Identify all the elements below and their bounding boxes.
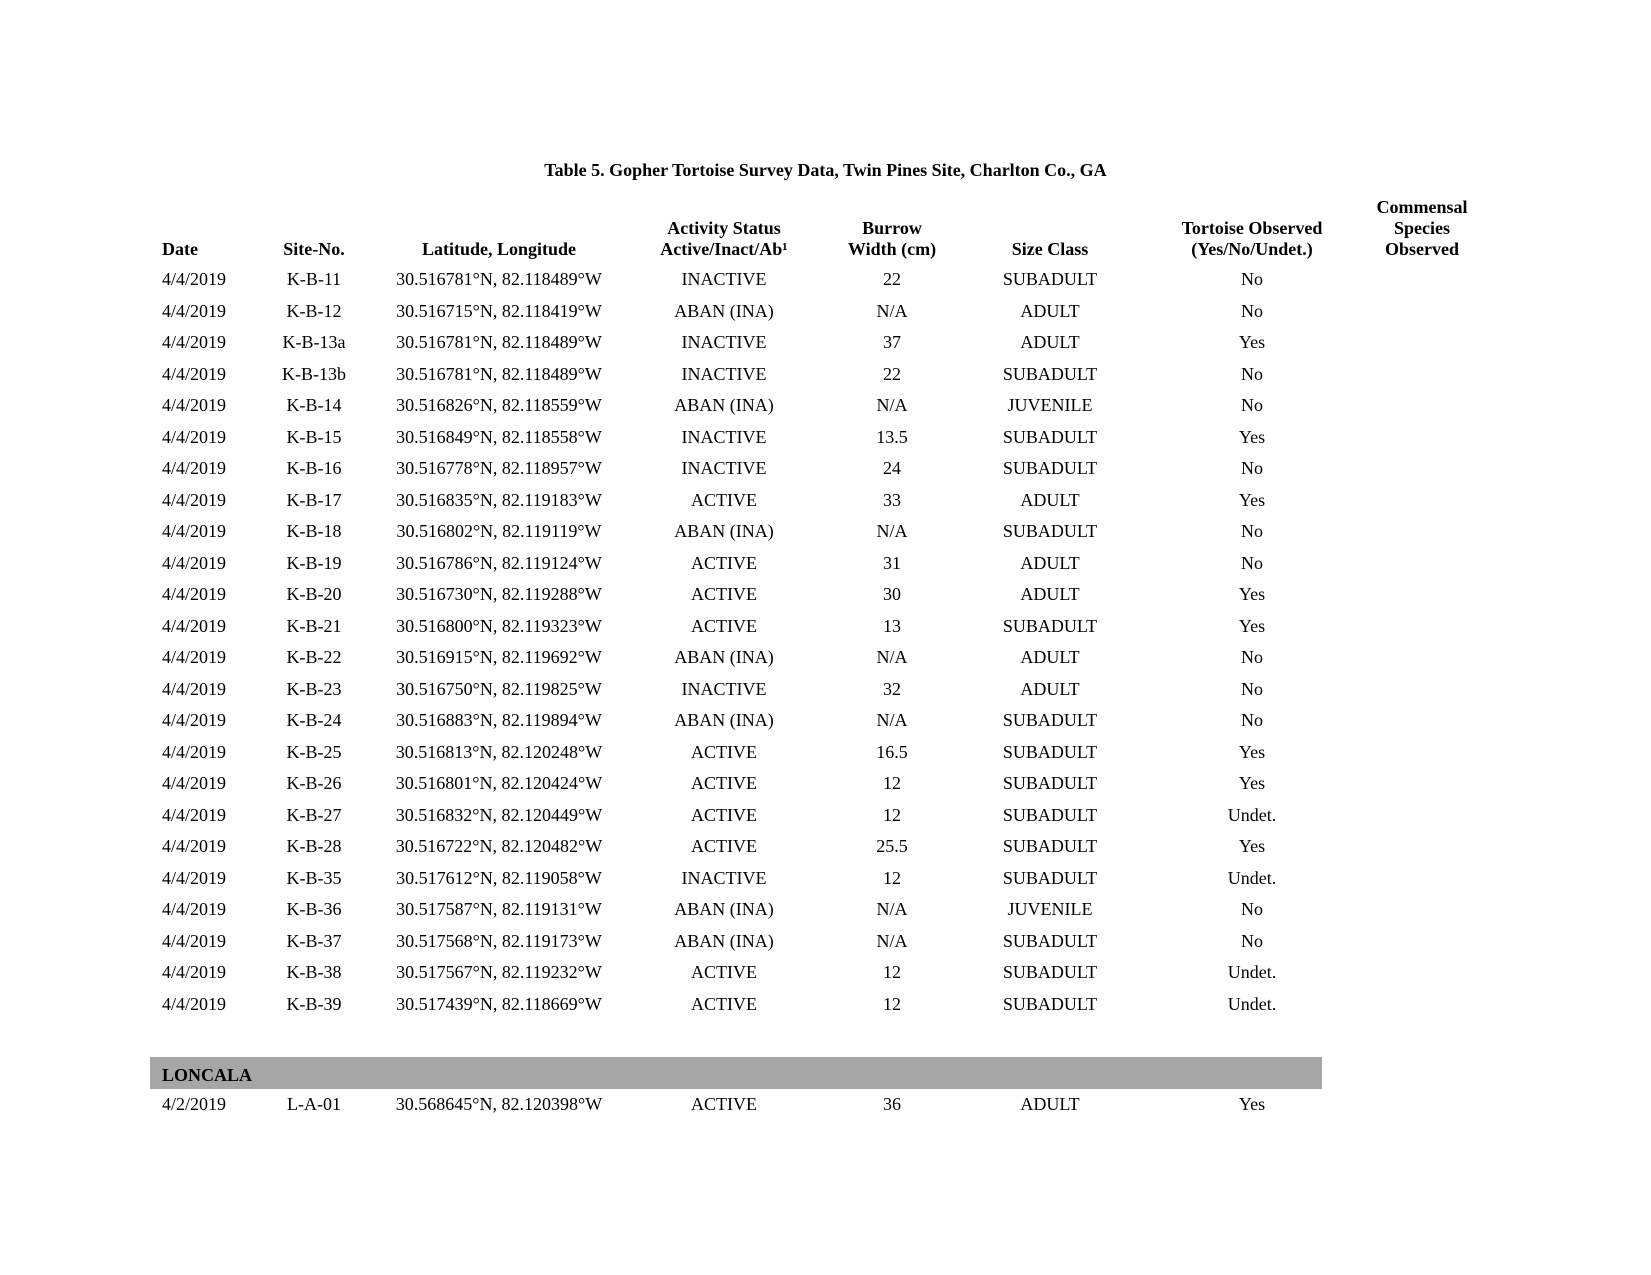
activity-status-cell: ACTIVE (691, 552, 757, 573)
size-class-cell: SUBADULT (1002, 458, 1098, 478)
site-no-cell: K-B-27 (286, 804, 342, 825)
section-label: LONCALA (162, 1065, 253, 1085)
tortoise-observed-cell: Yes (1238, 332, 1266, 352)
size-class-cell: ADULT (1020, 332, 1080, 352)
table-row (152, 800, 1452, 832)
lat-long-cell: 30.516730°N, 82.119288°W (396, 584, 602, 604)
burrow-width-cell: N/A (876, 899, 908, 919)
table-row (152, 737, 1452, 769)
burrow-width-cell: 12 (883, 867, 901, 888)
table-header (152, 192, 1468, 264)
burrow-width-cell: 22 (883, 269, 901, 289)
activity-status-cell: INACTIVE (681, 458, 767, 478)
tortoise-observed-cell: Yes (1238, 773, 1266, 793)
activity-status-cell: ABAN (INA) (674, 930, 774, 951)
lat-long-cell: 30.568645°N, 82.120398°W (395, 1094, 603, 1114)
date-cell: 4/4/2019 (162, 899, 227, 919)
table-row (152, 926, 1452, 958)
site-no-cell: K-B-38 (286, 962, 342, 982)
size-class-cell: SUBADULT (1002, 710, 1098, 730)
date-cell: 4/4/2019 (162, 395, 227, 415)
date-cell: 4/4/2019 (162, 804, 227, 825)
date-cell: 4/4/2019 (162, 332, 227, 352)
size-class-cell: SUBADULT (1002, 363, 1098, 384)
date-cell: 4/4/2019 (162, 993, 227, 1014)
activity-status-cell: ACTIVE (691, 741, 757, 762)
table-row (152, 642, 1452, 674)
table-row (152, 611, 1452, 643)
header-commensal-species: Commensal Species Observed (1376, 197, 1468, 259)
date-cell: 4/4/2019 (162, 584, 227, 604)
lat-long-cell: 30.516800°N, 82.119323°W (396, 615, 602, 636)
activity-status-cell: ACTIVE (691, 804, 757, 825)
size-class-cell: ADULT (1020, 552, 1080, 573)
section-band (150, 1057, 1322, 1089)
site-no-cell: K-B-12 (286, 300, 342, 321)
site-no-cell: K-B-22 (286, 647, 342, 667)
header-date: Date (162, 239, 198, 259)
date-cell: 4/4/2019 (162, 678, 227, 699)
size-class-cell: SUBADULT (1002, 615, 1098, 636)
burrow-width-cell: 24 (883, 458, 901, 478)
size-class-cell: SUBADULT (1002, 993, 1098, 1014)
activity-status-cell: ACTIVE (691, 993, 757, 1014)
lat-long-cell: 30.516826°N, 82.118559°W (396, 395, 602, 415)
burrow-width-cell: 25.5 (876, 836, 908, 856)
burrow-width-cell: N/A (876, 521, 908, 541)
tortoise-observed-cell: No (1241, 710, 1263, 730)
tortoise-observed-cell: No (1241, 395, 1263, 415)
date-cell: 4/4/2019 (162, 458, 227, 478)
size-class-cell: SUBADULT (1002, 426, 1098, 447)
date-cell: 4/4/2019 (162, 710, 227, 730)
date-cell: 4/4/2019 (162, 426, 227, 447)
site-no-cell: K-B-21 (286, 615, 342, 636)
header-size-class: Size Class (1011, 239, 1089, 259)
site-no-cell: K-B-25 (286, 741, 342, 762)
burrow-width-cell: N/A (876, 300, 908, 321)
tortoise-observed-cell: No (1241, 678, 1263, 699)
activity-status-cell: INACTIVE (681, 867, 767, 888)
date-cell: 4/4/2019 (162, 741, 227, 762)
date-cell: 4/4/2019 (162, 521, 227, 541)
activity-status-cell: ABAN (INA) (674, 899, 774, 919)
activity-status-cell: INACTIVE (681, 363, 767, 384)
burrow-width-cell: N/A (876, 710, 908, 730)
size-class-cell: ADULT (1020, 647, 1080, 667)
burrow-width-cell: 36 (883, 1094, 901, 1114)
activity-status-cell: ACTIVE (691, 489, 757, 510)
tortoise-observed-cell: No (1241, 269, 1263, 289)
lat-long-cell: 30.517567°N, 82.119232°W (396, 962, 602, 982)
burrow-width-cell: 37 (883, 332, 901, 352)
burrow-width-cell: 31 (883, 552, 901, 573)
size-class-cell: SUBADULT (1002, 521, 1098, 541)
table-row (152, 327, 1452, 359)
table-row (152, 831, 1452, 863)
lat-long-cell: 30.516778°N, 82.118957°W (396, 458, 602, 478)
lat-long-cell: 30.516849°N, 82.118558°W (396, 426, 602, 447)
lat-long-cell: 30.517587°N, 82.119131°W (396, 899, 602, 919)
lat-long-cell: 30.516722°N, 82.120482°W (395, 836, 603, 856)
table-row (152, 989, 1452, 1021)
date-cell: 4/4/2019 (162, 962, 227, 982)
table-row (152, 894, 1452, 926)
site-no-cell: K-B-36 (286, 899, 342, 919)
table-row (152, 296, 1452, 328)
header-tortoise-observed: Tortoise Observed (Yes/No/Undet.) (1181, 218, 1323, 259)
date-cell: 4/4/2019 (162, 269, 227, 289)
tortoise-observed-cell: Yes (1238, 615, 1266, 636)
spacer (152, 1020, 1452, 1057)
survey-table (152, 192, 1468, 1121)
date-cell: 4/4/2019 (162, 363, 227, 384)
tortoise-observed-cell: Undet. (1227, 993, 1277, 1014)
size-class-cell: SUBADULT (1002, 930, 1098, 951)
date-cell: 4/4/2019 (162, 867, 227, 888)
header-lat-long: Latitude, Longitude (421, 239, 577, 259)
tortoise-observed-cell: Yes (1238, 741, 1266, 762)
tortoise-observed-cell: Yes (1238, 426, 1266, 447)
date-cell: 4/4/2019 (162, 836, 227, 856)
tortoise-observed-cell: No (1241, 300, 1263, 321)
header-activity-status: Activity Status Active/Inact/Ab¹ (660, 218, 788, 259)
site-no-cell: K-B-16 (286, 458, 342, 478)
tortoise-observed-cell: Undet. (1227, 867, 1277, 888)
activity-status-cell: ABAN (INA) (674, 300, 774, 321)
table-row (152, 768, 1452, 800)
size-class-cell: SUBADULT (1002, 741, 1098, 762)
table-row (152, 957, 1452, 989)
tortoise-observed-cell: No (1241, 458, 1263, 478)
table-row (152, 485, 1452, 517)
size-class-cell: SUBADULT (1002, 804, 1098, 825)
table-row (152, 579, 1452, 611)
activity-status-cell: ABAN (INA) (674, 647, 774, 667)
site-no-cell: K-B-13b (282, 363, 346, 384)
lat-long-cell: 30.516802°N, 82.119119°W (396, 521, 602, 541)
size-class-cell: JUVENILE (1007, 395, 1093, 415)
activity-status-cell: ACTIVE (691, 962, 757, 982)
size-class-cell: ADULT (1020, 489, 1080, 510)
site-no-cell: K-B-20 (286, 584, 342, 604)
lat-long-cell: 30.516781°N, 82.118489°W (396, 269, 602, 289)
activity-status-cell: ACTIVE (691, 1094, 757, 1114)
burrow-width-cell: 30 (883, 584, 901, 604)
date-cell: 4/4/2019 (162, 489, 227, 510)
site-no-cell: K-B-28 (286, 836, 342, 856)
lat-long-cell: 30.516786°N, 82.119124°W (396, 552, 602, 573)
site-no-cell: K-B-37 (286, 930, 342, 951)
lat-long-cell: 30.516915°N, 82.119692°W (396, 647, 602, 667)
table-row (152, 422, 1452, 454)
table-row (152, 390, 1452, 422)
site-no-cell: K-B-15 (286, 426, 342, 447)
tortoise-observed-cell: No (1241, 647, 1263, 667)
lat-long-cell: 30.516750°N, 82.119825°W (396, 678, 602, 699)
site-no-cell: L-A-01 (287, 1094, 341, 1114)
activity-status-cell: ACTIVE (691, 615, 757, 636)
activity-status-cell: INACTIVE (681, 269, 767, 289)
tortoise-observed-cell: Yes (1238, 836, 1266, 856)
activity-status-cell: INACTIVE (681, 332, 767, 352)
burrow-width-cell: 32 (883, 678, 901, 699)
lat-long-cell: 30.516835°N, 82.119183°W (396, 489, 602, 510)
table-row (152, 674, 1452, 706)
site-no-cell: K-B-26 (286, 773, 342, 793)
size-class-cell: ADULT (1020, 678, 1080, 699)
burrow-width-cell: 13.5 (876, 426, 908, 447)
table-body (152, 264, 1452, 1020)
tortoise-observed-cell: Undet. (1227, 804, 1277, 825)
activity-status-cell: ABAN (INA) (674, 395, 774, 415)
burrow-width-cell: 12 (883, 962, 901, 982)
lat-long-cell: 30.517439°N, 82.118669°W (396, 993, 602, 1014)
burrow-width-cell: 33 (883, 489, 901, 510)
table-row (152, 1089, 1452, 1121)
tortoise-observed-cell: No (1241, 363, 1263, 384)
table-row (152, 863, 1452, 895)
site-no-cell: K-B-13a (282, 332, 346, 352)
tortoise-observed-cell: No (1241, 521, 1263, 541)
size-class-cell: ADULT (1020, 300, 1080, 321)
tortoise-observed-cell: No (1241, 899, 1263, 919)
burrow-width-cell: N/A (876, 395, 908, 415)
table-row (152, 359, 1452, 391)
site-no-cell: K-B-39 (286, 993, 342, 1014)
lat-long-cell: 30.516832°N, 82.120449°W (395, 804, 603, 825)
activity-status-cell: INACTIVE (681, 426, 767, 447)
lat-long-cell: 30.516801°N, 82.120424°W (395, 773, 603, 793)
lat-long-cell: 30.517568°N, 82.119173°W (396, 930, 602, 951)
activity-status-cell: ABAN (INA) (674, 710, 774, 730)
burrow-width-cell: 13 (883, 615, 901, 636)
activity-status-cell: ACTIVE (691, 836, 757, 856)
date-cell: 4/4/2019 (162, 647, 227, 667)
table-title: Table 5. Gopher Tortoise Survey Data, Twin Pines Site, Charlton Co., GA (544, 160, 1107, 180)
lat-long-cell: 30.516883°N, 82.119894°W (396, 710, 602, 730)
burrow-width-cell: 12 (883, 804, 901, 825)
burrow-width-cell: N/A (876, 930, 908, 951)
site-no-cell: K-B-35 (286, 867, 342, 888)
size-class-cell: SUBADULT (1002, 962, 1098, 982)
size-class-cell: SUBADULT (1002, 269, 1098, 289)
section-body (152, 1089, 1452, 1121)
site-no-cell: K-B-17 (286, 489, 342, 510)
site-no-cell: K-B-19 (286, 552, 342, 573)
site-no-cell: K-B-23 (286, 678, 342, 699)
date-cell: 4/2/2019 (162, 1094, 227, 1114)
activity-status-cell: ACTIVE (691, 584, 757, 604)
tortoise-observed-cell: Yes (1238, 489, 1266, 510)
lat-long-cell: 30.516781°N, 82.118489°W (396, 332, 602, 352)
table-row (152, 705, 1452, 737)
header-burrow-width: Burrow Width (cm) (847, 218, 937, 259)
site-no-cell: K-B-24 (286, 710, 342, 730)
burrow-width-cell: 22 (883, 363, 901, 384)
burrow-width-cell: 12 (883, 993, 901, 1014)
activity-status-cell: INACTIVE (681, 678, 767, 699)
tortoise-observed-cell: Undet. (1227, 962, 1277, 982)
date-cell: 4/4/2019 (162, 552, 227, 573)
size-class-cell: SUBADULT (1002, 867, 1098, 888)
table-row (152, 516, 1452, 548)
tortoise-observed-cell: No (1241, 552, 1263, 573)
table-row (152, 264, 1452, 296)
activity-status-cell: ABAN (INA) (674, 521, 774, 541)
lat-long-cell: 30.516813°N, 82.120248°W (395, 741, 603, 762)
size-class-cell: ADULT (1020, 1094, 1080, 1114)
site-no-cell: K-B-11 (286, 269, 342, 289)
lat-long-cell: 30.517612°N, 82.119058°W (396, 867, 602, 888)
burrow-width-cell: N/A (876, 647, 908, 667)
size-class-cell: JUVENILE (1007, 899, 1093, 919)
date-cell: 4/4/2019 (162, 300, 227, 321)
site-no-cell: K-B-18 (286, 521, 342, 541)
site-no-cell: K-B-14 (286, 395, 342, 415)
lat-long-cell: 30.516781°N, 82.118489°W (396, 363, 602, 384)
date-cell: 4/4/2019 (162, 930, 227, 951)
tortoise-observed-cell: Yes (1238, 584, 1266, 604)
tortoise-observed-cell: Yes (1238, 1094, 1266, 1114)
size-class-cell: SUBADULT (1002, 836, 1098, 856)
size-class-cell: SUBADULT (1002, 773, 1098, 793)
activity-status-cell: ACTIVE (691, 773, 757, 793)
lat-long-cell: 30.516715°N, 82.118419°W (396, 300, 602, 321)
table-row (152, 453, 1452, 485)
date-cell: 4/4/2019 (162, 615, 227, 636)
tortoise-observed-cell: No (1241, 930, 1263, 951)
table-row (152, 548, 1452, 580)
burrow-width-cell: 12 (883, 773, 901, 793)
date-cell: 4/4/2019 (162, 773, 227, 793)
size-class-cell: ADULT (1020, 584, 1080, 604)
header-site-no: Site-No. (283, 239, 345, 259)
burrow-width-cell: 16.5 (876, 741, 908, 762)
